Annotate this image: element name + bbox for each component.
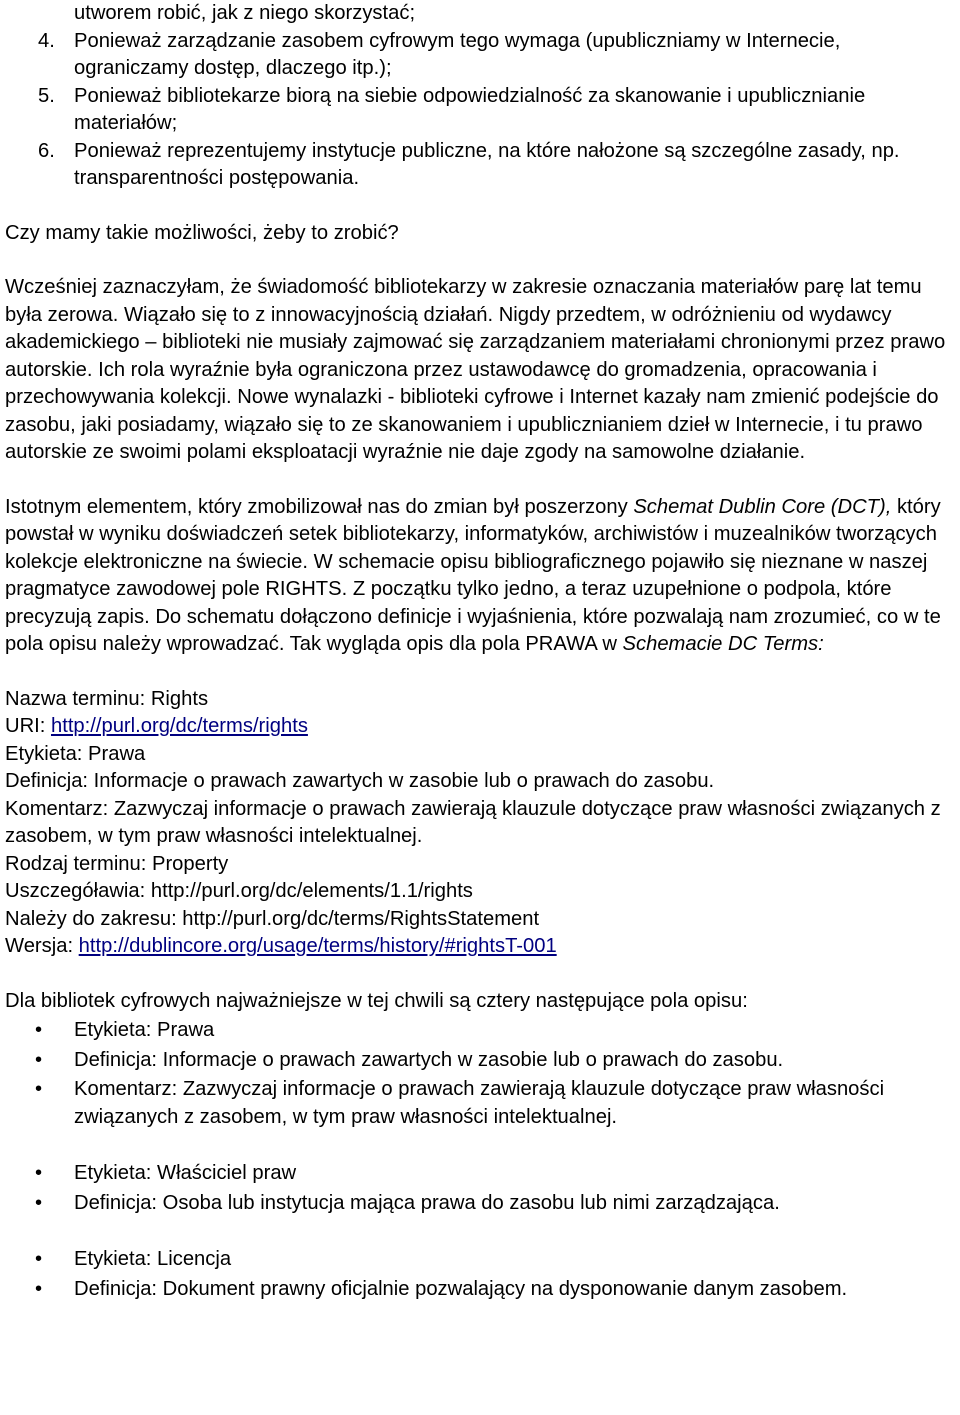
- bullet-text: Definicja: Informacje o prawach zawartych w zasobie lub o prawach do zasobu.: [74, 1048, 784, 1071]
- list-item-text: Ponieważ zarządzanie zasobem cyfrowym tego wymaga (upubliczniamy w Internecie, ograniczamy dostęp, dlaczego itp.);: [74, 29, 841, 79]
- bullet-item: [5, 1276, 950, 1304]
- list-item-number: 5.: [38, 84, 55, 107]
- term-refines: Uszczegóławia: http://purl.org/dc/elements/1.1/rights: [5, 880, 473, 902]
- list-item: [5, 138, 950, 193]
- term-description: [5, 686, 950, 961]
- list-item: [5, 83, 950, 138]
- bullet-item: [5, 1017, 950, 1045]
- sentence: Wiązało się to z innowacyjnością działań.: [123, 303, 494, 326]
- term-uri: [5, 713, 950, 741]
- paragraph-dublin-core: [5, 494, 950, 659]
- bullet-text: Etykieta: Licencja: [74, 1248, 232, 1270]
- term-version: [5, 933, 950, 961]
- list-item: [5, 0, 950, 28]
- bullet-text: Definicja: Dokument prawny oficjalnie pozwalający na dysponowanie danym zasobem.: [74, 1277, 848, 1300]
- sentence: Ich rola wyraźnie była ograniczona przez ustawodawcę do gromadzenia, opracowania i przechowywania kolekcji.: [5, 358, 877, 408]
- term-label: Etykieta: Prawa: [5, 742, 146, 765]
- term-comment: Komentarz: Zazwyczaj informacje o prawach zawierają klauzule dotyczące praw własności związanych z zasobem, w tym praw własności intelektualnej.: [5, 797, 941, 847]
- term-range: Należy do zakresu: http://purl.org/dc/terms/RightsStatement: [5, 907, 540, 930]
- sentence: Nowe wynalazki - biblioteki cyfrowe i Internet kazały nam zmienić podejście do zasobu, jaki posiadamy, wiązało się to ze skanowaniem i upublicznianiem dzieł w Internecie, i tu prawo autorskie ze swoimi polami eksploatacji wyraźnie nie daje zgody na samowolne działanie.: [5, 386, 939, 463]
- list-item-number: 4.: [38, 29, 55, 52]
- bullet-icon: •: [35, 1248, 43, 1270]
- bullet-text: Etykieta: Prawa: [74, 1019, 215, 1041]
- term-uri-label: URI:: [5, 715, 51, 737]
- section-question: Czy mamy takie możliwości, żeby to zrobić?: [5, 221, 399, 244]
- bullet-item: [5, 1246, 950, 1274]
- term-version-label: Wersja:: [5, 935, 79, 957]
- bullet-icon: •: [35, 1162, 43, 1184]
- italic-term: Schemacie DC Terms:: [622, 633, 824, 655]
- text-run: Istotnym elementem, który zmobilizował nas do zmian był poszerzony: [5, 495, 628, 518]
- bullet-text: Komentarz: Zazwyczaj informacje o prawach zawierają klauzule dotyczące praw własności związanych z zasobem, w tym praw własności intelektualnej.: [74, 1078, 885, 1128]
- list-item: [5, 28, 950, 83]
- bullet-item: [5, 1076, 950, 1131]
- bullet-item: [5, 1160, 950, 1188]
- bullet-icon: •: [35, 1191, 43, 1214]
- italic-term: Schemat Dublin Core (DCT),: [633, 495, 892, 518]
- numbered-list: [5, 0, 950, 193]
- bullet-item: [5, 1190, 950, 1218]
- list-item-text: utworem robić, jak z niego skorzystać;: [74, 2, 416, 24]
- fields-intro: Dla bibliotek cyfrowych najważniejsze w tej chwili są cztery następujące pola opisu:: [5, 989, 748, 1012]
- term-definition: Definicja: Informacje o prawach zawartych w zasobie lub o prawach do zasobu.: [5, 770, 715, 792]
- document-page: [5, 0, 950, 1303]
- bullet-icon: •: [35, 1277, 43, 1300]
- bullet-list-rightsholder: [5, 1160, 950, 1217]
- list-item-text: Ponieważ bibliotekarze biorą na siebie odpowiedzialność za skanowanie i upublicznianie materiałów;: [74, 84, 866, 134]
- bullet-list-license: [5, 1246, 950, 1303]
- term-uri-link[interactable]: http://purl.org/dc/terms/rights: [50, 715, 308, 737]
- bullet-icon: •: [35, 1019, 43, 1041]
- list-item-text: Ponieważ reprezentujemy instytucje publiczne, na które nałożone są szczególne zasady, np. transparentności postępowania.: [74, 139, 900, 189]
- sentence: Wcześniej zaznaczyłam, że świadomość bibliotekarzy w zakresie oznaczania materiałów parę lat temu była zerowa.: [5, 276, 922, 326]
- bullet-list-rights: [5, 1017, 950, 1131]
- term-name: Nazwa terminu: Rights: [5, 687, 209, 710]
- bullet-icon: •: [35, 1078, 43, 1100]
- bullet-icon: •: [35, 1048, 43, 1071]
- term-type: Rodzaj terminu: Property: [5, 852, 229, 875]
- list-item-number: 6.: [38, 139, 55, 162]
- term-version-link[interactable]: http://dublincore.org/usage/terms/history/#rightsT-001: [78, 935, 557, 957]
- paragraph-awareness: [5, 274, 950, 467]
- bullet-item: [5, 1047, 950, 1075]
- text-run: który powstał w wyniku doświadczeń setek bibliotekarzy, informatyków, archiwistów i muzealników tworzących kolekcje elektroniczne na świecie. W schemacie opisu bibliograficznego pojawiło się nieznane w naszej pragmatyce zawodowej pole RIGHTS. Z początku tylko jedno, a teraz uzupełnione o podpola, które precyzują zapis. Do schematu dołączono definicje i wyjaśnienia, które pozwalają nam zrozumieć, co w te pola opisu należy wprowadzać. Tak wygląda opis dla pola PRAWA w: [5, 495, 941, 655]
- bullet-text: Definicja: Osoba lub instytucja mająca prawa do zasobu lub nimi zarządzająca.: [74, 1191, 780, 1214]
- bullet-text: Etykieta: Właściciel praw: [74, 1162, 297, 1184]
- sentence: Nigdy przedtem, w odróżnieniu od wydawcy akademickiego – biblioteki nie musiały zajmować się zarządzaniem materiałami chronionymi przez prawo autorskie.: [5, 303, 946, 381]
